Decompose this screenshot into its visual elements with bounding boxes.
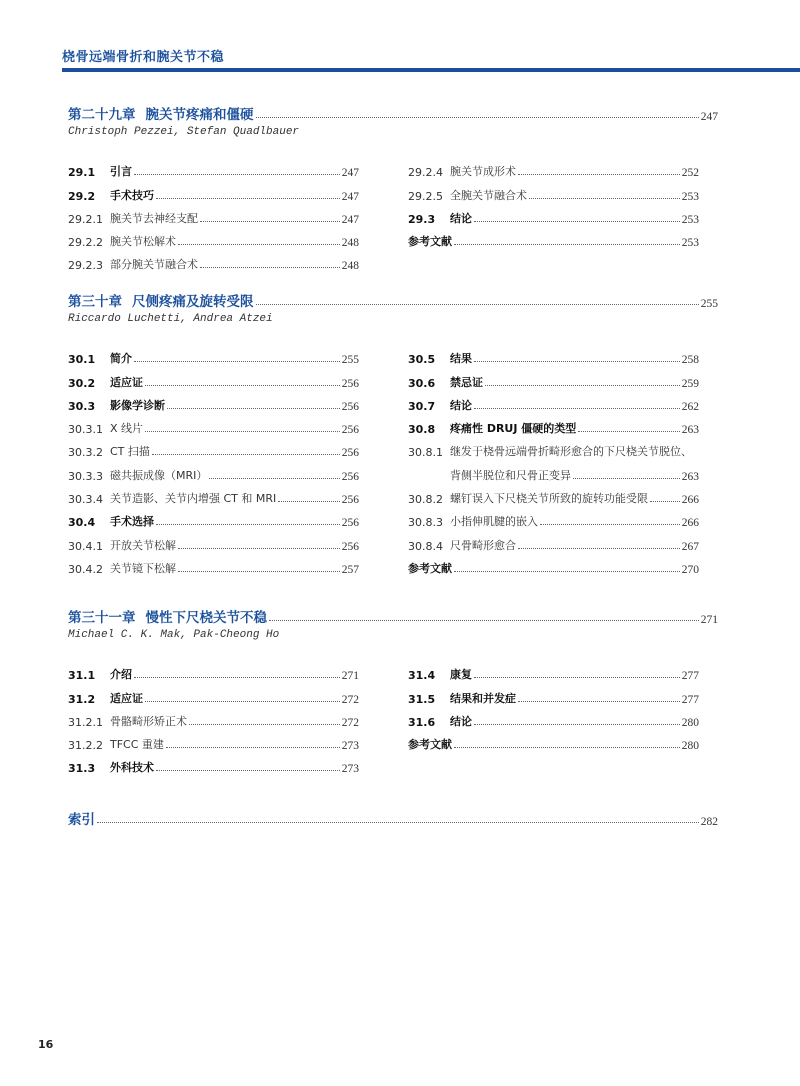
entry-label: 手术技巧	[110, 188, 154, 202]
entry-number: 31.2	[68, 692, 96, 706]
entry-page: 247	[341, 167, 359, 180]
entry-label: 结果	[450, 352, 472, 366]
leader-dots	[474, 361, 680, 362]
leader-dots	[269, 620, 699, 621]
chapter-name: 腕关节疼痛和僵硬	[145, 107, 254, 123]
entry-page: 253	[681, 213, 699, 226]
entry-label: 康复	[450, 668, 472, 682]
index-title: 索引	[68, 812, 95, 828]
entry-page: 263	[681, 470, 699, 483]
index-page: 282	[700, 816, 718, 828]
leader-dots	[518, 701, 680, 702]
leader-dots	[178, 548, 340, 549]
entry-number: 29.2.3	[68, 259, 103, 273]
entry-number: 参考文献	[408, 738, 452, 752]
entry-page: 253	[681, 237, 699, 250]
leader-dots	[573, 478, 680, 479]
toc-entry[interactable]	[68, 459, 359, 482]
leader-dots	[167, 408, 340, 409]
entry-number: 30.4.2	[68, 562, 103, 576]
entry-number: 30.4	[68, 516, 96, 530]
toc-entry[interactable]	[408, 553, 699, 576]
chapter-authors: Michael C. K. Mak, Pak-Cheong Ho	[68, 629, 280, 641]
chapter-title	[68, 606, 267, 626]
toc-entry[interactable]	[68, 366, 359, 389]
toc-entry[interactable]	[68, 706, 359, 729]
entry-number: 31.3	[68, 762, 96, 776]
leader-dots	[134, 174, 340, 175]
entry-label: 结果和并发症	[450, 691, 516, 705]
entry-page: 256	[341, 517, 359, 530]
entry-number: 31.4	[408, 669, 436, 683]
entry-label: 腕关节去神经支配	[110, 211, 198, 225]
entry-number: 29.1	[68, 166, 96, 180]
entry-number: 31.5	[408, 692, 436, 706]
entry-number: 31.2.2	[68, 739, 103, 753]
entry-number: 30.3.2	[68, 446, 103, 460]
entry-label: 腕关节成形术	[450, 165, 516, 179]
toc-entry[interactable]	[68, 506, 359, 529]
entry-page: 262	[681, 400, 699, 413]
entry-label: 小指伸肌腱的嵌入	[450, 515, 538, 529]
entry-label: 结论	[450, 211, 472, 225]
chapter-heading[interactable]	[68, 290, 718, 310]
entry-page: 272	[341, 693, 359, 706]
entry-page: 271	[341, 670, 359, 683]
entry-number: 30.3.1	[68, 423, 103, 437]
leader-dots	[134, 677, 340, 678]
toc-entry[interactable]	[408, 659, 699, 682]
leader-dots	[454, 571, 680, 572]
entry-label: 继发于桡骨远端骨折畸形愈合的下尺桡关节脱位、	[450, 445, 692, 459]
leader-dots	[650, 501, 680, 502]
entry-page: 270	[681, 563, 699, 576]
entry-page: 266	[681, 494, 699, 507]
chapter-name: 尺侧疼痛及旋转受限	[132, 294, 254, 310]
toc-entry[interactable]	[68, 553, 359, 576]
toc-entry[interactable]	[68, 752, 359, 775]
entry-page: 266	[681, 517, 699, 530]
entry-label: 部分腕关节融合术	[110, 258, 198, 272]
entry-number: 30.8.4	[408, 539, 443, 553]
toc-entry[interactable]	[68, 390, 359, 413]
entry-number: 30.3.4	[68, 493, 103, 507]
toc-column-left	[68, 343, 359, 576]
leader-dots	[454, 244, 680, 245]
entry-number: 31.2.1	[68, 715, 103, 729]
entry-number: 30.2	[68, 376, 96, 390]
chapter-block	[68, 290, 718, 576]
leader-dots	[189, 724, 340, 725]
chapter-number: 第三十章	[68, 294, 122, 310]
entry-page: 258	[681, 354, 699, 367]
toc-entry[interactable]	[408, 483, 699, 506]
entry-page: 256	[341, 540, 359, 553]
leader-dots	[474, 221, 680, 222]
chapter-page: 247	[700, 111, 718, 123]
entry-label: 关节镜下松解	[110, 561, 176, 575]
entry-label: 结论	[450, 714, 472, 728]
entry-label: CT 扫描	[110, 445, 150, 459]
entry-label: 磁共振成像（MRI）	[110, 468, 208, 482]
entry-label: 关节造影、关节内增强 CT 和 MRI	[110, 492, 277, 506]
toc-entry[interactable]	[68, 483, 359, 506]
entry-number: 29.2.5	[408, 189, 443, 203]
leader-dots	[485, 385, 680, 386]
chapter-page: 271	[700, 614, 718, 626]
entry-label: 禁忌证	[450, 375, 483, 389]
entry-number: 31.6	[408, 715, 436, 729]
entry-number: 30.8.1	[408, 446, 443, 460]
entry-page: 256	[341, 494, 359, 507]
leader-dots	[178, 244, 340, 245]
entry-page: 267	[681, 540, 699, 553]
leader-dots	[209, 478, 339, 479]
toc-entry[interactable]	[68, 436, 359, 459]
entry-page: 247	[341, 190, 359, 203]
toc-entry[interactable]	[408, 366, 699, 389]
chapter-title	[68, 290, 254, 310]
entry-label: X 线片	[110, 422, 144, 436]
entry-label: 适应证	[110, 375, 143, 389]
toc-column-right	[408, 659, 699, 775]
chapter-authors: Christoph Pezzei, Stefan Quadlbauer	[68, 126, 300, 138]
entry-page: 256	[341, 424, 359, 437]
entry-page: 273	[341, 740, 359, 753]
entry-label: 外科技术	[110, 761, 154, 775]
toc-entry[interactable]	[68, 226, 359, 249]
entry-page: 277	[681, 693, 699, 706]
entry-number: 29.2.4	[408, 166, 443, 180]
entry-label: 适应证	[110, 691, 143, 705]
entry-page: 272	[341, 716, 359, 729]
entry-number: 30.7	[408, 399, 436, 413]
entry-number: 29.2.1	[68, 212, 103, 226]
chapter-block	[68, 103, 718, 272]
chapter-number: 第三十一章	[68, 610, 136, 626]
entry-label: TFCC 重建	[110, 738, 164, 752]
entry-label: 手术选择	[110, 515, 154, 529]
running-header: 桡骨远端骨折和腕关节不稳	[62, 50, 225, 65]
entry-label: 引言	[110, 165, 132, 179]
leader-dots	[256, 304, 699, 305]
toc-entry[interactable]	[408, 436, 699, 483]
toc-entry[interactable]	[68, 343, 359, 366]
toc-entry[interactable]	[408, 390, 699, 413]
entry-label: 影像学诊断	[110, 398, 165, 412]
entry-number: 30.4.1	[68, 539, 103, 553]
leader-dots	[145, 701, 340, 702]
toc-entry[interactable]	[68, 156, 359, 179]
leader-dots	[97, 822, 699, 823]
entry-page: 263	[681, 424, 699, 437]
leader-dots	[474, 408, 680, 409]
entry-page: 256	[341, 400, 359, 413]
entry-page: 280	[681, 716, 699, 729]
chapter-heading[interactable]	[68, 606, 718, 626]
toc-entry[interactable]	[408, 682, 699, 705]
entry-page: 248	[341, 237, 359, 250]
toc-entry[interactable]	[68, 729, 359, 752]
entry-number: 参考文献	[408, 235, 452, 249]
toc-entry[interactable]	[68, 529, 359, 552]
entry-page: 255	[341, 354, 359, 367]
index-entry[interactable]	[68, 808, 718, 828]
chapter-name: 慢性下尺桡关节不稳	[145, 610, 267, 626]
entry-label: 简介	[110, 352, 132, 366]
entry-number: 30.3.3	[68, 469, 103, 483]
leader-dots	[474, 724, 680, 725]
entry-label: 介绍	[110, 668, 132, 682]
toc-entry[interactable]	[408, 203, 699, 226]
entry-label: 腕关节松解术	[110, 235, 176, 249]
leader-dots	[518, 548, 680, 549]
entry-page: 252	[681, 167, 699, 180]
entry-number: 30.6	[408, 376, 436, 390]
toc-entry[interactable]	[68, 203, 359, 226]
leader-dots	[166, 747, 340, 748]
toc-column-left	[68, 659, 359, 775]
leader-dots	[145, 431, 340, 432]
toc-entry[interactable]	[68, 413, 359, 436]
entry-label: 结论	[450, 398, 472, 412]
entry-label-continued: 背侧半脱位和尺骨正变异	[450, 468, 571, 482]
leader-dots	[134, 361, 340, 362]
entry-number: 30.8	[408, 423, 436, 437]
entry-page: 256	[341, 447, 359, 460]
entry-page: 256	[341, 377, 359, 390]
entry-label: 螺钉误入下尺桡关节所致的旋转功能受限	[450, 492, 648, 506]
entry-label: 尺骨畸形愈合	[450, 538, 516, 552]
toc-column-right	[408, 156, 699, 272]
leader-dots	[156, 524, 340, 525]
leader-dots	[200, 267, 340, 268]
leader-dots	[529, 198, 680, 199]
entry-page: 273	[341, 763, 359, 776]
toc-entry[interactable]	[408, 343, 699, 366]
entry-page: 256	[341, 470, 359, 483]
entry-label: 疼痛性 DRUJ 僵硬的类型	[450, 422, 577, 436]
entry-page: 259	[681, 377, 699, 390]
chapter-heading[interactable]	[68, 103, 718, 123]
leader-dots	[578, 431, 679, 432]
entry-number: 29.2	[68, 189, 96, 203]
entry-number: 30.3	[68, 399, 96, 413]
header-rule	[62, 68, 800, 72]
chapter-number: 第二十九章	[68, 107, 136, 123]
entry-page: 277	[681, 670, 699, 683]
leader-dots	[178, 571, 340, 572]
leader-dots	[200, 221, 340, 222]
toc-entry[interactable]	[68, 682, 359, 705]
toc-entry[interactable]	[408, 226, 699, 249]
entry-number: 29.3	[408, 212, 436, 226]
toc-entry[interactable]	[408, 506, 699, 529]
entry-number: 30.8.2	[408, 493, 443, 507]
chapter-title	[68, 103, 254, 123]
chapter-block	[68, 606, 718, 775]
toc-entry[interactable]	[68, 659, 359, 682]
entry-label: 骨骼畸形矫正术	[110, 714, 187, 728]
toc-entry[interactable]	[408, 156, 699, 179]
entry-number: 30.1	[68, 353, 96, 367]
leader-dots	[474, 677, 680, 678]
entry-page: 247	[341, 213, 359, 226]
toc-column-left	[68, 156, 359, 272]
leader-dots	[256, 117, 699, 118]
toc-entry[interactable]	[408, 179, 699, 202]
entry-page: 248	[341, 260, 359, 273]
entry-number: 29.2.2	[68, 236, 103, 250]
leader-dots	[278, 501, 339, 502]
toc-entry[interactable]	[408, 706, 699, 729]
chapter-page: 255	[700, 298, 718, 310]
leader-dots	[145, 385, 340, 386]
entry-label: 全腕关节融合术	[450, 188, 527, 202]
toc-entry[interactable]	[408, 529, 699, 552]
leader-dots	[540, 524, 680, 525]
entry-number: 参考文献	[408, 561, 452, 575]
toc-column-right	[408, 343, 699, 576]
page-number: 16	[38, 1038, 54, 1051]
entry-number: 30.8.3	[408, 516, 443, 530]
entry-number: 30.5	[408, 353, 436, 367]
leader-dots	[156, 770, 340, 771]
chapter-authors: Riccardo Luchetti, Andrea Atzei	[68, 313, 273, 325]
entry-page: 280	[681, 740, 699, 753]
leader-dots	[454, 747, 680, 748]
entry-page: 257	[341, 563, 359, 576]
entry-label: 开放关节松解	[110, 538, 176, 552]
leader-dots	[518, 174, 680, 175]
toc-entry[interactable]	[408, 729, 699, 752]
leader-dots	[156, 198, 340, 199]
entry-page: 253	[681, 190, 699, 203]
toc-entry[interactable]	[68, 249, 359, 272]
toc-entry[interactable]	[68, 179, 359, 202]
entry-number: 31.1	[68, 669, 96, 683]
leader-dots	[152, 454, 340, 455]
toc-entry[interactable]	[408, 413, 699, 436]
